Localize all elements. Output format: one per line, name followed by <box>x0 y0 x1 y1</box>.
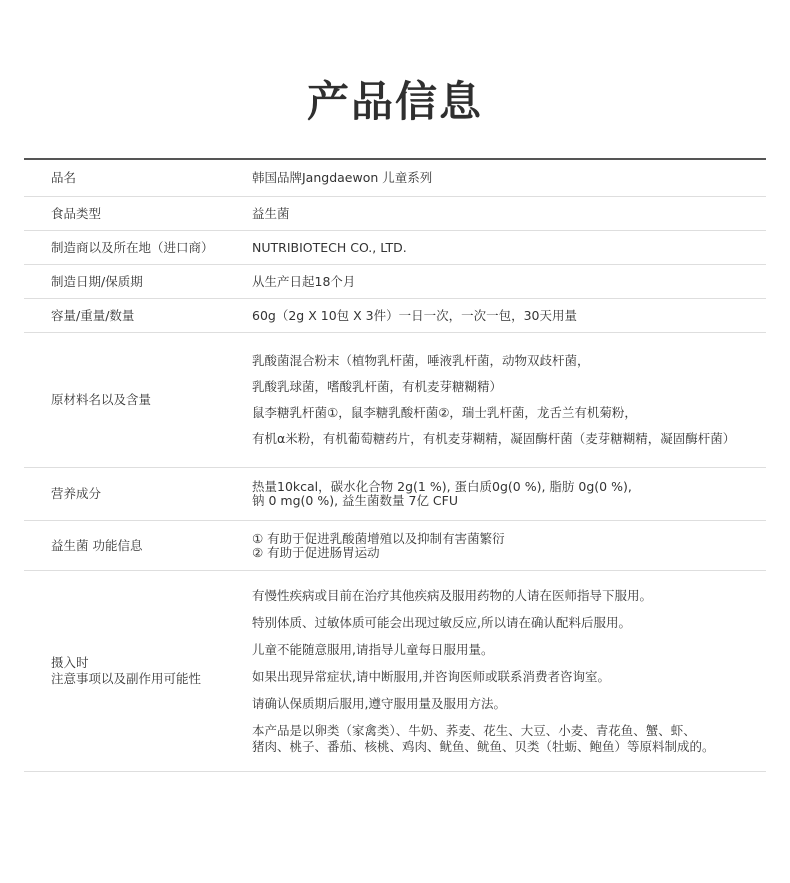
row-value <box>226 348 766 452</box>
row-value: 益生菌 <box>252 205 290 221</box>
row-value: 从生产日起18个月 <box>252 273 356 289</box>
function-line: ① 有助于促进乳酸菌增殖以及抑制有害菌繁衍 <box>252 530 505 546</box>
label-line: 摄入时 <box>51 655 89 670</box>
nutrition-line: 钠 0 mg(0 %), 益生菌数量 7亿 CFU <box>252 493 458 508</box>
warning-line: 请确认保质期后服用,遵守服用量及服用方法。 <box>252 695 506 711</box>
ingredient-line: 乳酸菌混合粉末（植物乳杆菌，唾液乳杆菌，动物双歧杆菌， <box>252 353 590 368</box>
allergen-line: 猪肉、桃子、番茄、核桃、鸡肉、鱿鱼、鱿鱼、贝类（牡蛎、鲍鱼）等原料制成的。 <box>252 738 715 754</box>
page-title: 产品信息 <box>306 77 483 126</box>
ingredient-line: 有机α米粉，有机葡萄糖药片，有机麦芽糊精，凝固酶杆菌（麦芽糖糊精，凝固酶杆菌） <box>252 431 736 446</box>
row-value <box>226 532 766 560</box>
product-info-table <box>24 158 766 772</box>
label-line: 注意事项以及副作用可能性 <box>51 671 202 686</box>
row-value: 韩国品牌Jangdaewon 儿童系列 <box>252 170 433 185</box>
table-row-food-type <box>24 197 766 231</box>
row-label: 食品类型 <box>51 205 102 221</box>
table-row-product-name <box>24 160 766 197</box>
row-label: 制造商以及所在地（进口商） <box>51 239 214 255</box>
function-line: ② 有助于促进肠胃运动 <box>252 544 380 560</box>
row-label: 容量/重量/数量 <box>51 307 135 323</box>
warning-line: 儿童不能随意服用,请指导儿童每日服用量。 <box>252 641 494 657</box>
row-value: NUTRIBIOTECH CO., LTD. <box>252 239 407 255</box>
warning-line: 如果出现异常症状,请中断服用,并咨询医师或联系消费者咨询室。 <box>252 668 610 684</box>
row-label: 制造日期/保质期 <box>51 273 143 289</box>
row-label: 原材料名以及含量 <box>51 392 152 407</box>
nutrition-line: 热量10kcal，碳水化合物 2g(1 %), 蛋白质0g(0 %), 脂肪 0g(0 %), <box>252 479 632 494</box>
row-label: 益生菌 功能信息 <box>51 537 143 553</box>
table-row-nutrition <box>24 468 766 521</box>
allergen-line: 本产品是以卵类（家禽类）、牛奶、荞麦、花生、大豆、小麦、青花鱼、蟹、虾、 <box>252 722 696 738</box>
row-value <box>226 480 766 508</box>
row-value: 60g（2g X 10包 X 3件）一日一次，一次一包，30天用量 <box>252 307 578 323</box>
table-row-shelf-life <box>24 265 766 299</box>
row-label: 品名 <box>51 170 77 185</box>
table-row-manufacturer <box>24 231 766 265</box>
ingredient-line: 鼠李糖乳杆菌①，鼠李糖乳酸杆菌②，瑞士乳杆菌，龙舌兰有机菊粉， <box>252 405 637 420</box>
row-label: 营养成分 <box>51 486 102 501</box>
table-row-volume <box>24 299 766 333</box>
table-row-warnings <box>24 571 766 772</box>
row-value <box>226 588 766 755</box>
warning-line: 特别体质、过敏体质可能会出现过敏反应,所以请在确认配料后服用。 <box>252 614 631 630</box>
table-row-function <box>24 521 766 571</box>
ingredient-line: 乳酸乳球菌，嗜酸乳杆菌，有机麦芽糖糊精） <box>252 379 503 394</box>
warning-line: 有慢性疾病或目前在治疗其他疾病及服用药物的人请在医师指导下服用。 <box>252 587 653 603</box>
row-label <box>24 655 226 687</box>
allergen-note <box>252 723 766 755</box>
table-row-ingredients <box>24 333 766 468</box>
